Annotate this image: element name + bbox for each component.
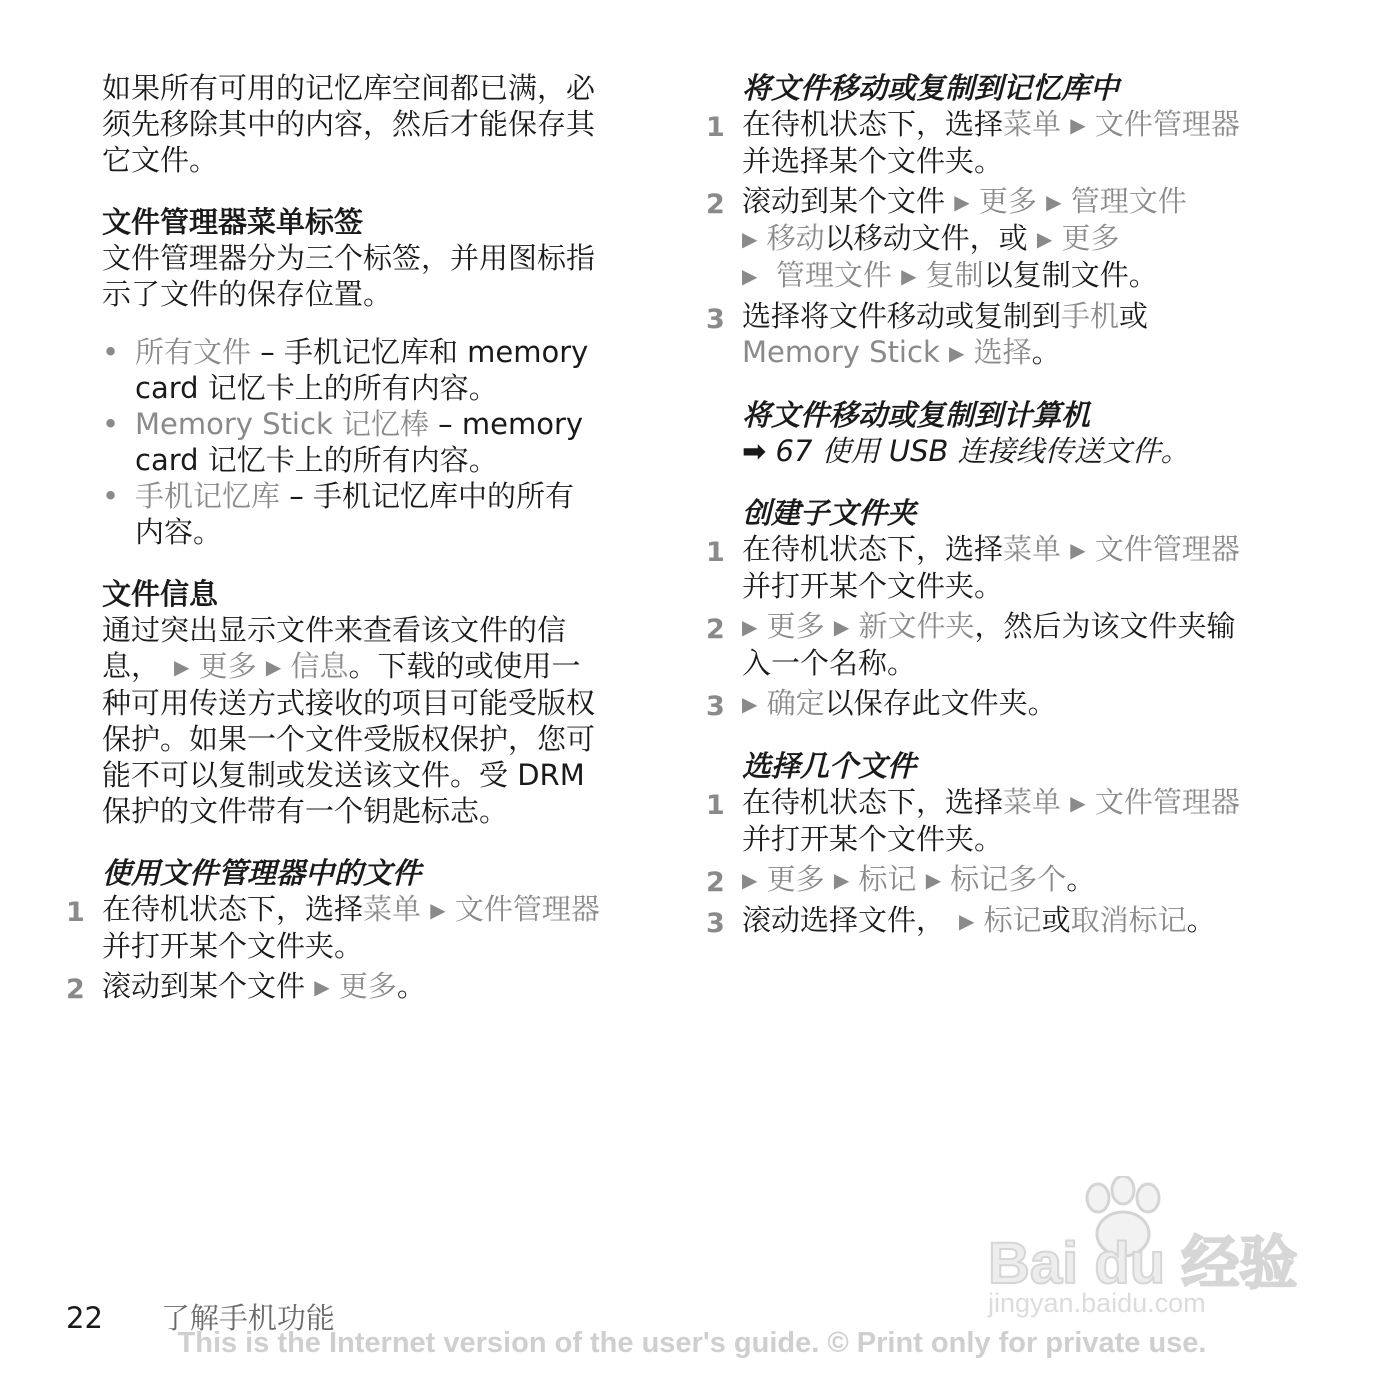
step-item [706, 608, 1342, 681]
step-item [706, 861, 1342, 898]
text-line: 并打开某个文件夹。 [742, 569, 1004, 603]
triangle-right-icon: ▶ [959, 909, 975, 933]
step-number: 3 [706, 304, 725, 335]
menu-copy: 复制 [925, 258, 984, 292]
text-span: 。 [396, 969, 426, 1003]
text-line: 并打开某个文件夹。 [742, 822, 1004, 856]
list-item [102, 478, 662, 550]
tab-phone-memory: 手机记忆库 [135, 479, 281, 513]
menu-phone: 手机 [1061, 299, 1120, 333]
menu-file-manager: 文件管理器 [1094, 785, 1240, 819]
menu-file-manager: 文件管理器 [1094, 532, 1240, 566]
text-span: 或 [1119, 299, 1149, 333]
select-steps [706, 784, 1342, 939]
baidu-watermark [980, 1176, 1310, 1326]
triangle-right-icon: ▶ [265, 655, 282, 679]
menu-more: 更多 [198, 649, 257, 683]
section-heading-move-computer: 将文件移动或复制到计算机 [742, 398, 1091, 432]
step-number: 2 [706, 614, 725, 645]
right-column [706, 70, 1342, 939]
text-line: card 记忆卡上的所有内容。 [135, 371, 498, 405]
text-span: 选择将文件移动或复制到 [742, 299, 1062, 333]
triangle-right-icon: ▶ [314, 975, 330, 999]
menu-mark-several: 标记多个 [950, 862, 1067, 896]
bullet-dot: • [102, 335, 120, 369]
left-column [66, 70, 662, 1005]
text-span: 滚动到某个文件 [102, 969, 306, 1003]
text-span: 。 [1186, 903, 1216, 937]
triangle-right-icon: ▶ [901, 264, 917, 288]
text-line: 入一个名称。 [742, 646, 917, 680]
text-line: 保护。如果一个文件受版权保护，您可 [102, 722, 596, 756]
triangle-right-icon: ▶ [742, 615, 758, 639]
menu-more: 更多 [766, 609, 825, 643]
step-item [706, 183, 1342, 294]
list-item [102, 334, 662, 406]
step-number: 2 [706, 189, 725, 220]
watermark-url: jingyan.baidu.com [988, 1288, 1206, 1318]
text-span: 在待机状态下，选择 [742, 785, 1004, 819]
text-span: ，然后为该文件夹输 [974, 609, 1236, 643]
step-item [706, 106, 1342, 179]
triangle-right-icon: ▶ [925, 868, 942, 892]
menu-file-manager: 文件管理器 [1094, 107, 1240, 141]
step-number: 1 [66, 897, 85, 928]
text-line: 种可用传送方式接收的项目可能受版权 [102, 686, 596, 720]
text-line: 并打开某个文件夹。 [102, 929, 364, 963]
text-span: 67 使用 USB 连接线传送文件。 [775, 434, 1190, 468]
text-line: card 记忆卡上的所有内容。 [135, 443, 498, 477]
triangle-right-icon: ▶ [1070, 538, 1086, 562]
subfolder-steps [706, 531, 1342, 722]
step-number: 2 [66, 974, 85, 1005]
section-heading-move-memory: 将文件移动或复制到记忆库中 [742, 71, 1120, 105]
menu-move: 移动 [766, 221, 825, 255]
step-item [66, 891, 662, 964]
text-span: 在待机状态下，选择 [742, 532, 1004, 566]
step-item [706, 784, 1342, 857]
text-line: 内容。 [135, 515, 223, 549]
step-item [706, 902, 1342, 939]
pointing-arrow-icon: ➡ [742, 434, 767, 468]
tab-all-files: 所有文件 [135, 335, 252, 369]
menu-mark: 标记 [858, 862, 917, 896]
step-number: 3 [706, 908, 725, 939]
section-heading-file-info: 文件信息 [102, 577, 219, 611]
menu-select: 选择 [973, 335, 1032, 369]
menu-memory-stick: Memory Stick [742, 335, 940, 369]
text-span: 以复制文件。 [983, 258, 1158, 292]
triangle-right-icon: ▶ [1070, 791, 1086, 815]
menu-more: 更多 [1061, 221, 1120, 255]
text-span: 滚动到某个文件 [742, 184, 946, 218]
step-number: 1 [706, 790, 725, 821]
menu-more: 更多 [338, 969, 397, 1003]
text-span: – 手机记忆库中的所有 [280, 479, 574, 513]
text-line: 示了文件的保存位置。 [102, 277, 393, 311]
text-line: 文件管理器分为三个标签，并用图标指 [102, 241, 596, 275]
text-span: – 手机记忆库和 memory [251, 335, 589, 369]
section-heading-subfolder: 创建子文件夹 [742, 496, 917, 530]
step-number: 1 [706, 537, 725, 568]
tabs-paragraph [102, 240, 662, 312]
triangle-right-icon: ▶ [954, 190, 970, 214]
menu-info: 信息 [290, 649, 349, 683]
menu-new-folder: 新文件夹 [858, 609, 975, 643]
text-span: 在待机状态下，选择 [102, 892, 364, 926]
menu-more: 更多 [766, 862, 825, 896]
section-name: 了解手机功能 [160, 1301, 335, 1335]
bullet-dot: • [102, 479, 120, 513]
watermark-brand: Bai du 经验 [988, 1231, 1298, 1296]
menu-more: 更多 [978, 184, 1037, 218]
text-line: 保护的文件带有一个钥匙标志。 [102, 794, 509, 828]
step-number: 3 [706, 691, 725, 722]
triangle-right-icon: ▶ [1070, 113, 1086, 137]
triangle-right-icon: ▶ [742, 692, 758, 716]
bullet-dot: • [102, 407, 120, 441]
triangle-right-icon: ▶ [174, 655, 190, 679]
menu-manage-files: 管理文件 [775, 258, 892, 292]
page-number: 22 [66, 1301, 103, 1335]
text-span: – memory [428, 407, 584, 441]
text-span: 。 [1031, 335, 1061, 369]
section-heading-tabs: 文件管理器菜单标签 [102, 205, 364, 239]
cross-reference [742, 433, 1342, 469]
tab-list [102, 334, 662, 550]
text-span: 滚动选择文件， [742, 903, 946, 937]
text-line: 通过突出显示文件来查看该文件的信 [102, 613, 567, 647]
text-line: 须先移除其中的内容，然后才能保存其 [102, 107, 596, 141]
text-span: 以移动文件，或 [824, 221, 1028, 255]
menu-menu: 菜单 [1003, 107, 1062, 141]
triangle-right-icon: ▶ [742, 227, 758, 251]
menu-manage-files: 管理文件 [1070, 184, 1187, 218]
menu-mark: 标记 [983, 903, 1042, 937]
triangle-right-icon: ▶ [833, 615, 850, 639]
section-heading-use-files: 使用文件管理器中的文件 [102, 856, 422, 890]
triangle-right-icon: ▶ [1046, 190, 1062, 214]
list-item [102, 406, 662, 478]
text-span: 。 [1066, 862, 1096, 896]
step-item [706, 531, 1342, 604]
text-line [102, 648, 662, 685]
text-line: 如果所有可用的记忆库空间都已满，必 [102, 71, 596, 105]
triangle-right-icon: ▶ [742, 264, 758, 288]
text-line: 它文件。 [102, 143, 219, 177]
menu-ok: 确定 [766, 686, 825, 720]
text-span: 息， [102, 649, 161, 683]
tab-memory-stick: Memory Stick 记忆棒 [135, 407, 429, 441]
intro-paragraph [102, 70, 662, 178]
triangle-right-icon: ▶ [948, 341, 965, 365]
text-span: 以保存此文件夹。 [824, 686, 1057, 720]
section-heading-select-files: 选择几个文件 [742, 749, 917, 783]
use-steps [66, 891, 662, 1005]
triangle-right-icon: ▶ [430, 898, 446, 922]
step-item [706, 685, 1342, 722]
move-steps [706, 106, 1342, 371]
triangle-right-icon: ▶ [1036, 227, 1053, 251]
menu-unmark: 取消标记 [1070, 903, 1187, 937]
menu-file-manager: 文件管理器 [454, 892, 600, 926]
menu-menu: 菜单 [1003, 785, 1062, 819]
text-line: 并选择某个文件夹。 [742, 144, 1004, 178]
text-span: 在待机状态下，选择 [742, 107, 1004, 141]
triangle-right-icon: ▶ [742, 868, 758, 892]
text-span: 或 [1041, 903, 1071, 937]
info-paragraph [102, 612, 662, 829]
text-span: 。下载的或使用一 [348, 649, 581, 683]
text-line: 能不可以复制或发送该文件。受 DRM [102, 758, 585, 792]
step-number: 1 [706, 112, 725, 143]
step-item [706, 298, 1342, 371]
menu-menu: 菜单 [363, 892, 422, 926]
step-number: 2 [706, 867, 725, 898]
triangle-right-icon: ▶ [833, 868, 850, 892]
step-item [66, 968, 662, 1005]
usage-notice: This is the Internet version of the user's guide. © Print only for private use. [177, 1327, 1207, 1359]
menu-menu: 菜单 [1003, 532, 1062, 566]
